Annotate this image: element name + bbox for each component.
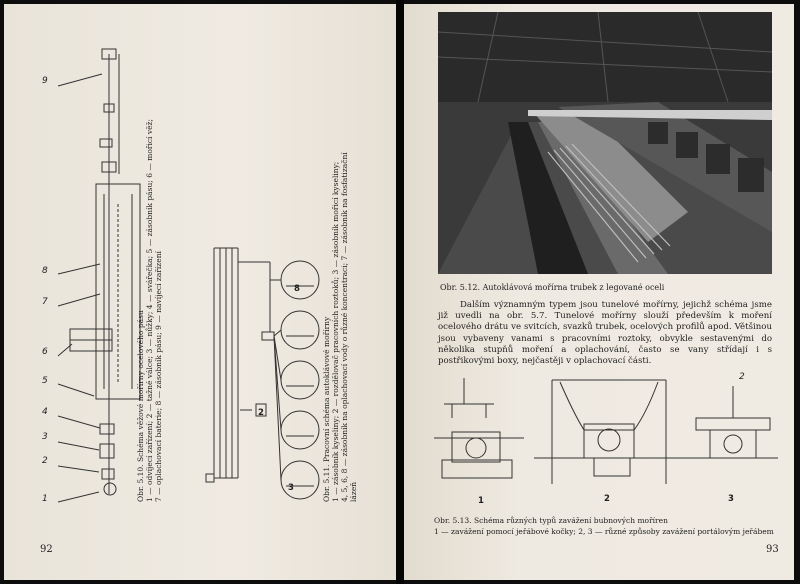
fig511-label-8: 8 [294,284,300,294]
fig510-label-8: 8 [42,266,48,276]
fig513-label-3: 3 [728,494,734,504]
fig511-label-3: 3 [288,483,294,493]
fig511-caption-line-4: lázeň [349,481,358,502]
page-number-left: 92 [40,544,53,555]
fig510-caption-line-1: Obr. 5.10. Schéma věžové mořírny ocelového pásu [136,310,145,502]
fig-5-12-caption: Obr. 5.12. Autoklávová mořírna trubek z legované oceli [440,283,665,292]
right-page [404,4,794,580]
fig-5-11-drawing [200,242,320,502]
fig-5-12-photo [438,12,772,274]
fig510-label-7: 7 [42,297,48,307]
fig511-label-2: 2 [258,408,264,418]
fig510-label-3: 3 [42,432,48,442]
page-number-right: 93 [766,544,779,555]
pickling-plant-photo [438,12,772,274]
fig-5-13-caption: Obr. 5.13. Schéma různých typů zavážení bubnových moříren [434,516,668,525]
fig510-label-2: 2 [42,456,48,466]
fig510-caption-line-3: 7 — oplachovací baterie; 8 — zásobník pásu; 9 — navíjecí zařízení [154,251,163,502]
fig511-caption-line-3: 4, 5, 6, 8 — zásobník na oplachovací vody o různé koncentraci; 7 — zásobník na fosfatizační [340,152,349,502]
fig-5-13-drawing [434,374,778,492]
fig510-caption-line-2: 1 — odvíjecí zařízení; 2 — tažné válce; 3 — nůžky; 4 — svářečka; 5 — zásobník pásu; 6 — mořicí věž; [145,119,154,502]
book-gutter [396,0,404,584]
fig511-caption-line-2: 1 — zásobník kyseliny; 2 — rozdělovač pracovních roztoků; 3 — zásobník mořicí kyseliny; [331,161,340,502]
left-page [4,4,396,580]
fig510-label-4: 4 [42,407,48,417]
fig510-label-6: 6 [42,347,48,357]
fig513-label-1: 1 [478,496,484,506]
fig-5-11-caption [322,152,358,502]
fig511-caption-line-1: Obr. 5.11. Pracovní schéma autoklávové mořírny [322,316,331,502]
fig513-label-2: 2 [604,494,610,504]
fig510-label-1: 1 [42,494,48,504]
fig-5-13-legend: 1 — zavážení pomocí jeřábové kočky; 2, 3 — různé způsoby zavážení portálovým jeřábem [434,527,774,536]
fig-5-10-caption [136,119,163,502]
fig513-top-label: 2 [739,372,745,382]
body-paragraph: Dalším významným typem jsou tunelové mořírny, jejichž schéma jsme již uvedli na obr. 5.7. Tunelové mořírny slouží především k moření ocelového drátu ve svitcích, svazků trubek, ocelových profilů apod. Většinou jsou vybaveny vanami s pracovními roztoky, obvykle sestavenými do několika stupňů moření a oplachování, často se vany střídají i s postřikovými boxy, nejčastěji v oplachovací části. [438,300,772,367]
fig510-label-9: 9 [42,76,48,86]
fig510-label-5: 5 [42,376,48,386]
